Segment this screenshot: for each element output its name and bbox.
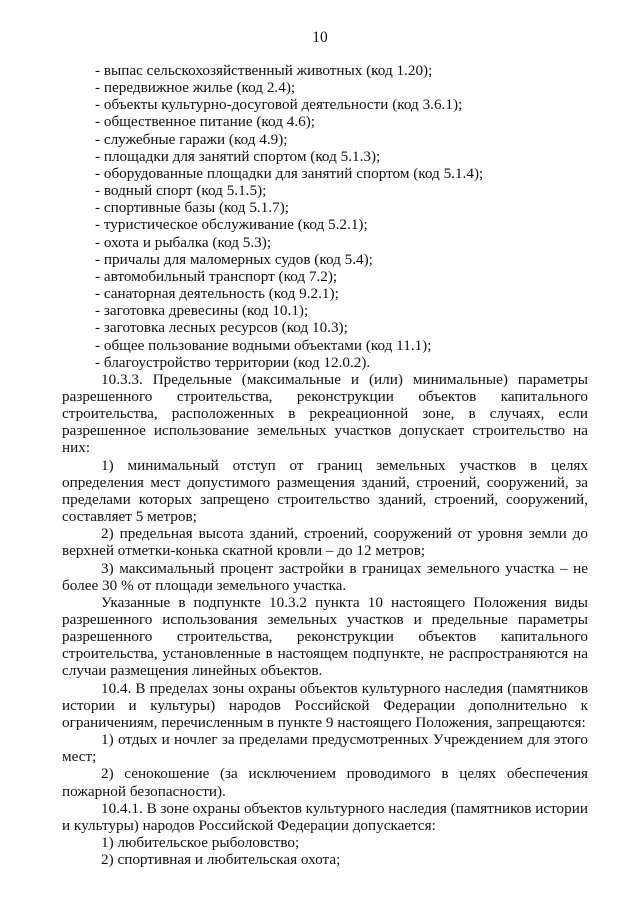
list-item: - объекты культурно-досуговой деятельности (код 3.6.1);: [95, 96, 463, 114]
paragraph-10-3-3: 10.3.3. Предельные (максимальные и (или) минимальные) параметры разрешенного строительства, реконструкции объектов капитального строительства, расположенных в рекреационной зоне, в случаях, если разрешенное использование земельных участков допускает строительство на них:: [62, 370, 588, 457]
list-item: - выпас сельскохозяйственный животных (код 1.20);: [95, 62, 433, 79]
paragraph-max-height: 2) предельная высота зданий, строений, сооружений от уровня земли до верхней отметки-конька скатной кровли – до 12 метров;: [62, 525, 588, 560]
list-item: - благоустройство территории (код 12.0.2).: [95, 353, 371, 371]
list-item: - заготовка лесных ресурсов (код 10.3);: [95, 319, 348, 337]
list-item: - автомобильный транспорт (код 7.2);: [95, 267, 338, 285]
list-item: - общественное питание (код 4.6);: [95, 113, 315, 131]
list-item: - площадки для занятий спортом (код 5.1.3);: [95, 147, 381, 165]
paragraph-10-4-1: 10.4.1. В зоне охраны объектов культурного наследия (памятников истории и культуры) народов Российской Федерации допускается:: [62, 799, 588, 834]
page-number: 10: [312, 29, 328, 46]
paragraph-haymaking-prohibition: 2) сенокошение (за исключением проводимого в целях обеспечения пожарной безопасности).: [62, 765, 588, 800]
paragraph-max-coverage: 3) максимальный процент застройки в границах земельного участка – не более 30 % от площади земельного участка.: [62, 559, 588, 594]
paragraph-hunting: 2) спортивная и любительская охота;: [101, 851, 341, 869]
list-item: - санаторная деятельность (код 9.2.1);: [95, 285, 339, 303]
paragraph-10-4: 10.4. В пределах зоны охраны объектов культурного наследия (памятников истории и культуры) народов Российской Федерации дополнительно к ограничениям, перечисленным в пункте 9 настоящего Положения, запрещаются:: [62, 679, 588, 731]
list-item: - передвижное жилье (код 2.4);: [95, 79, 296, 97]
list-item: - общее пользование водными объектами (код 11.1);: [95, 336, 432, 354]
paragraph-fishing: 1) любительское рыболовство;: [101, 834, 300, 852]
list-item: - причалы для маломерных судов (код 5.4);: [95, 250, 373, 268]
list-item: - охота и рыбалка (код 5.3);: [95, 233, 272, 251]
list-item: - спортивные базы (код 5.1.7);: [95, 199, 289, 217]
list-item: - заготовка древесины (код 10.1);: [95, 302, 309, 320]
list-item: - туристическое обслуживание (код 5.2.1);: [95, 216, 368, 234]
list-item: - служебные гаражи (код 4.9);: [95, 130, 288, 148]
list-item: - оборудованные площадки для занятий спортом (код 5.1.4);: [95, 164, 484, 182]
paragraph-linear-objects: Указанные в подпункте 10.3.2 пункта 10 настоящего Положения виды разрешенного использования земельных участков и предельные параметры разрешенного строительства, реконструкции объектов капитального строительства, установленные в настоящем подпункте, не распространяются на случаи размещения линейных объектов.: [62, 593, 588, 680]
document-body: [62, 62, 588, 868]
paragraph-rest-prohibition: 1) отдых и ночлег за пределами предусмотренных Учреждением для этого мест;: [62, 731, 588, 766]
activity-list: [62, 62, 588, 371]
list-item: - водный спорт (код 5.1.5);: [95, 182, 267, 200]
paragraph-setback: 1) минимальный отступ от границ земельных участков в целях определения мест допустимого размещения зданий, строений, сооружений, за пределами которых запрещено строительство зданий, строений, сооружений, составляет 5 метров;: [62, 456, 588, 526]
